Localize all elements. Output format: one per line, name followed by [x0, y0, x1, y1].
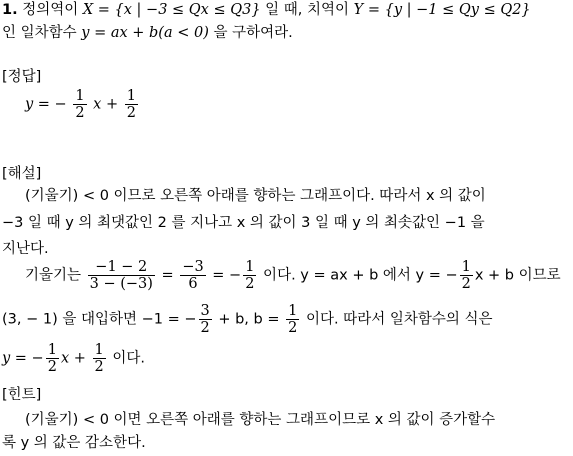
domain-set: X = {x | −3 ≤ Qx ≤ Q3}	[82, 2, 261, 18]
fraction: $\frac{1}{2}$	[288, 303, 298, 336]
problem-line-1	[2, 1, 531, 19]
explanation-line-2: −3 일 때 y 의 최댓값인 2 를 지나고 x 의 값이 3 일 때 y 의 최솟값인 −1 을	[2, 215, 485, 231]
problem-text: 을 구하여라.	[208, 25, 293, 41]
fraction: $\frac{1}{2}$	[75, 88, 85, 121]
problem-line-2	[2, 24, 293, 42]
problem-number: 1.	[2, 2, 18, 18]
explanation-line-1: (기울기) < 0 이므로 오른쪽 아래를 향하는 그래프이다. 따라서 x 의 값이	[25, 188, 486, 204]
hint-line-1: (기울기) < 0 이면 오른쪽 아래를 향하는 그래프이므로 x 의 값이 증가할수	[25, 412, 496, 428]
answer-formula	[25, 88, 140, 121]
formula-part: y = −	[25, 96, 67, 113]
fraction: $\frac{3}{2}$	[200, 303, 210, 336]
explanation-header: [해설]	[2, 166, 42, 182]
problem-text: 인 일차함수	[2, 25, 82, 41]
explanation-line-5: (3, − 1) 을 대입하면 −1 = − $\frac{3}{2}$ + b, b = $\frac{1}{2}$ 이다. 따라서 일차함수의 식은	[2, 303, 493, 336]
fraction: $\frac{1}{2}$	[47, 342, 57, 375]
fraction: $\frac{-1 - 2}{3 - (-3)}$	[89, 259, 153, 292]
explanation-line-4: 기울기는 $\frac{-1 - 2}{3 - (-3)}$ = $\frac{-3}{6}$ = − $\frac{1}{2}$ 이다. y = ax + b 에서 y = − $\frac{1}{2}$ x + b 이므로	[25, 259, 561, 292]
problem-text: 정의역이	[22, 2, 83, 18]
fraction: $\frac{1}{2}$	[461, 259, 471, 292]
fraction: $\frac{1}{2}$	[126, 88, 136, 121]
explanation-line-3: 지난다.	[2, 241, 49, 257]
range-set: Y = {y | −1 ≤ Qy ≤ Q2}	[353, 2, 531, 18]
problem-text: 일 때, 치역이	[260, 2, 354, 18]
formula-part: x +	[93, 96, 119, 113]
function-expression: y = ax + b(a < 0)	[81, 25, 209, 41]
fraction: $\frac{-3}{6}$	[182, 259, 204, 292]
hint-header: [힌트]	[2, 387, 42, 403]
answer-header: [정답]	[2, 69, 42, 85]
fraction: $\frac{1}{2}$	[94, 342, 104, 375]
hint-line-2: 록 y 의 값은 감소한다.	[2, 435, 146, 451]
explanation-line-6: y = − $\frac{1}{2}$ x + $\frac{1}{2}$ 이다.	[2, 342, 145, 375]
fraction: $\frac{1}{2}$	[245, 259, 255, 292]
